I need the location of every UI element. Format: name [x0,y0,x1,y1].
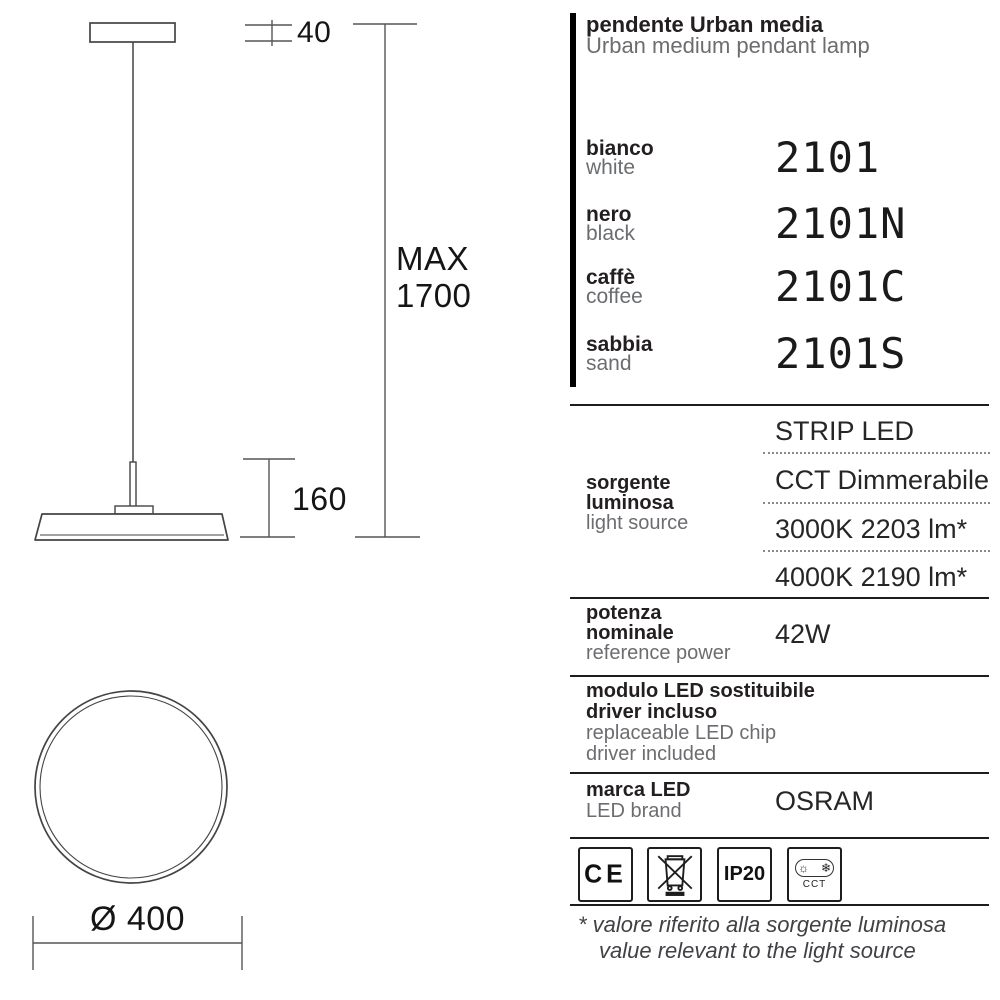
footnote [578,912,946,964]
ce-mark-icon [578,847,633,902]
inner-ring [40,696,222,878]
light-source-label [586,473,688,533]
weee-crossed-bin-glyph [655,853,695,897]
outer-ring [35,691,227,883]
finish-name-it: sabbia [586,333,653,356]
product-code: 2101C [775,262,907,311]
led-brand-label [586,780,691,822]
label-driver-included: driver included [586,743,717,765]
dim-label-max-drop [396,240,471,314]
finish-name-it: nero [586,203,632,226]
finish-row-sand [586,329,990,383]
dim-label-max-word: MAX [396,240,470,277]
dimension-lines [33,20,420,970]
footnote-line-en: value relevant to the light source [599,938,916,963]
finish-row-white [586,133,990,187]
finish-row-coffee [586,262,990,316]
dim-label-diameter: Ø 400 [89,900,186,938]
ip20-text: IP20 [723,863,766,885]
product-header [586,14,870,56]
dim-canopy-40 [245,20,292,46]
finish-name-it: bianco [586,137,654,160]
label-marca-led: marca LED [586,779,691,801]
accent-bar [570,13,576,387]
label-nominale: nominale [586,622,674,644]
label-reference-power: reference power [586,642,731,664]
section-divider [570,837,989,839]
light-source-value: CCT Dimmerabile [775,465,990,495]
dim-body-160 [240,459,295,537]
led-brand-value: OSRAM [775,786,875,816]
label-light-source: light source [586,512,689,534]
ip20-rating-icon [717,847,772,902]
light-source-value: 4000K 2190 lm* [775,562,968,592]
dotted-divider [763,550,990,552]
finish-name-en: white [586,156,636,179]
section-divider [570,404,989,406]
led-module-note [586,681,815,765]
lamp-body [35,514,228,540]
power-value: 42W [775,619,831,649]
dotted-divider [763,452,990,454]
finish-name-en: black [586,222,636,245]
product-code: 2101 [775,133,881,182]
cct-label: CCT [802,879,827,890]
label-led-brand: LED brand [586,800,682,822]
dotted-divider [763,502,990,504]
label-replaceable-chip: replaceable LED chip [586,722,777,744]
finish-name-en: sand [586,352,632,375]
dim-label-max-value: 1700 [396,277,472,314]
light-source-value: 3000K 2203 lm* [775,514,968,544]
section-divider [570,772,989,774]
cool-snowflake-icon: ❄ [820,861,831,875]
dim-label-canopy-height: 40 [297,16,332,49]
label-luminosa: luminosa [586,492,674,514]
cct-icon [787,847,842,902]
footnote-line-it: * valore riferito alla sorgente luminosa [578,912,947,937]
section-divider [570,904,989,906]
finish-row-black [586,199,990,253]
product-title-en: Urban medium pendant lamp [586,33,870,58]
pendant-side-view [35,23,228,540]
warm-sun-icon: ☼ [798,861,809,875]
stem-tube [130,462,136,507]
stem-cap [115,506,153,514]
ceiling-canopy [90,23,175,42]
light-source-value: STRIP LED [775,416,915,446]
label-driver-incluso: driver incluso [586,701,718,723]
product-title-it: pendente Urban media [586,12,824,37]
label-potenza: potenza [586,602,662,624]
product-code: 2101N [775,199,907,248]
dim-label-body-height: 160 [292,481,347,517]
section-divider [570,597,989,599]
power-label [586,603,731,663]
ce-mark-letters: CE [584,859,627,889]
label-sorgente: sorgente [586,472,671,494]
pendant-bottom-view [35,691,227,883]
product-code: 2101S [775,329,907,378]
finish-name-it: caffè [586,266,636,289]
label-modulo-led: modulo LED sostituibile [586,680,815,702]
weee-icon [647,847,702,902]
finish-name-en: coffee [586,285,643,308]
cct-pill [795,859,834,877]
section-divider [570,675,989,677]
